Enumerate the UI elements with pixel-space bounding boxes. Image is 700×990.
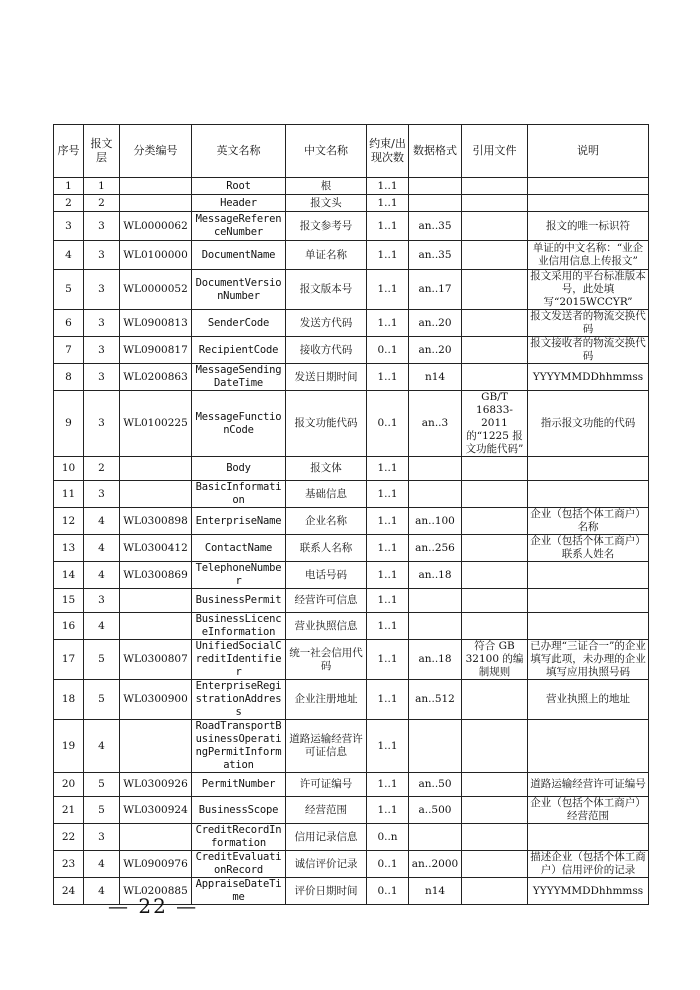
cell-code: WL0300924 [120, 797, 192, 824]
cell-en-name: Body [192, 457, 286, 481]
page-number: — 22 — [108, 894, 199, 918]
cell-seq: 5 [54, 270, 84, 310]
cell-constraint: 1..1 [367, 680, 409, 720]
cell-cn-name: 营业执照信息 [286, 613, 367, 640]
cell-cn-name: 发送方代码 [286, 310, 367, 337]
cell-ref [462, 824, 528, 851]
cell-ref [462, 481, 528, 508]
cell-note: 单证的中文名称：“业企业信用信息上传报文” [528, 241, 649, 270]
header-cn-name: 中文名称 [286, 125, 367, 178]
header-format: 数据格式 [409, 125, 462, 178]
cell-seq: 11 [54, 481, 84, 508]
cell-format: n14 [409, 878, 462, 905]
cell-ref [462, 562, 528, 589]
cell-cn-name: 诚信评价记录 [286, 851, 367, 878]
table-row [54, 178, 649, 195]
cell-cn-name: 根 [286, 178, 367, 195]
table-row [54, 851, 649, 878]
cell-code: WL0300807 [120, 640, 192, 680]
cell-ref [462, 613, 528, 640]
cell-cn-name: 报文参考号 [286, 212, 367, 241]
cell-en-name: MessageSendingDateTime [192, 364, 286, 391]
cell-en-name: BusinessScope [192, 797, 286, 824]
cell-en-name: CreditEvaluationRecord [192, 851, 286, 878]
cell-seq: 17 [54, 640, 84, 680]
cell-note: 指示报文功能的代码 [528, 391, 649, 457]
cell-code: WL0000062 [120, 212, 192, 241]
cell-cn-name: 评价日期时间 [286, 878, 367, 905]
cell-ref [462, 773, 528, 797]
cell-ref [462, 589, 528, 613]
cell-cn-name: 单证名称 [286, 241, 367, 270]
cell-ref [462, 457, 528, 481]
cell-constraint: 1..1 [367, 270, 409, 310]
cell-format [409, 824, 462, 851]
cell-seq: 7 [54, 337, 84, 364]
cell-seq: 2 [54, 195, 84, 212]
cell-format [409, 481, 462, 508]
cell-en-name: BusinessLicenceInformation [192, 613, 286, 640]
cell-constraint: 0..1 [367, 337, 409, 364]
cell-layer: 1 [84, 178, 120, 195]
cell-format [409, 720, 462, 773]
cell-format: an..512 [409, 680, 462, 720]
cell-code: WL0100000 [120, 241, 192, 270]
cell-code [120, 178, 192, 195]
cell-ref [462, 508, 528, 535]
cell-seq: 1 [54, 178, 84, 195]
cell-code: WL0300926 [120, 773, 192, 797]
header-row [54, 125, 649, 178]
header-ref: 引用文件 [462, 125, 528, 178]
cell-code [120, 457, 192, 481]
cell-layer: 3 [84, 241, 120, 270]
cell-ref [462, 195, 528, 212]
cell-code: WL0300412 [120, 535, 192, 562]
cell-layer: 3 [84, 481, 120, 508]
cell-code: WL0300900 [120, 680, 192, 720]
cell-format [409, 195, 462, 212]
cell-cn-name: 道路运输经营许可证信息 [286, 720, 367, 773]
cell-en-name: BusinessPermit [192, 589, 286, 613]
cell-code: WL0300898 [120, 508, 192, 535]
cell-format [409, 457, 462, 481]
cell-note [528, 178, 649, 195]
cell-note [528, 613, 649, 640]
cell-format [409, 613, 462, 640]
cell-constraint: 1..1 [367, 640, 409, 680]
cell-seq: 15 [54, 589, 84, 613]
cell-en-name: SenderCode [192, 310, 286, 337]
cell-en-name: UnifiedSocialCreditIdentifier [192, 640, 286, 680]
cell-cn-name: 企业名称 [286, 508, 367, 535]
cell-seq: 16 [54, 613, 84, 640]
table-row [54, 562, 649, 589]
cell-format: an..20 [409, 337, 462, 364]
cell-cn-name: 报文版本号 [286, 270, 367, 310]
cell-en-name: EnterpriseName [192, 508, 286, 535]
cell-seq: 23 [54, 851, 84, 878]
cell-seq: 21 [54, 797, 84, 824]
table-row [54, 241, 649, 270]
cell-note: 企业（包括个体工商户）联系人姓名 [528, 535, 649, 562]
cell-cn-name: 企业注册地址 [286, 680, 367, 720]
cell-layer: 3 [84, 824, 120, 851]
cell-en-name: RecipientCode [192, 337, 286, 364]
cell-ref: GB/T 16833-2011的“1225 报文功能代码” [462, 391, 528, 457]
cell-layer: 4 [84, 508, 120, 535]
cell-cn-name: 电话号码 [286, 562, 367, 589]
cell-constraint: 0..n [367, 824, 409, 851]
cell-layer: 5 [84, 773, 120, 797]
cell-code: WL0900976 [120, 851, 192, 878]
header-en-name: 英文名称 [192, 125, 286, 178]
cell-constraint: 0..1 [367, 391, 409, 457]
cell-layer: 2 [84, 195, 120, 212]
cell-layer: 3 [84, 270, 120, 310]
cell-cn-name: 联系人名称 [286, 535, 367, 562]
cell-note: 报文接收者的物流交换代码 [528, 337, 649, 364]
cell-note [528, 589, 649, 613]
cell-code [120, 195, 192, 212]
cell-format [409, 589, 462, 613]
table-row [54, 457, 649, 481]
cell-layer: 4 [84, 535, 120, 562]
cell-code: WL0900813 [120, 310, 192, 337]
cell-ref [462, 270, 528, 310]
cell-format: a..500 [409, 797, 462, 824]
cell-cn-name: 信用记录信息 [286, 824, 367, 851]
cell-cn-name: 经营许可信息 [286, 589, 367, 613]
cell-format: an..35 [409, 241, 462, 270]
cell-layer: 4 [84, 613, 120, 640]
cell-ref: 符合 GB 32100 的编制规则 [462, 640, 528, 680]
cell-note: 企业（包括个体工商户）经营范围 [528, 797, 649, 824]
cell-note [528, 562, 649, 589]
cell-note [528, 824, 649, 851]
cell-cn-name: 报文体 [286, 457, 367, 481]
table-row [54, 613, 649, 640]
cell-en-name: TelephoneNumber [192, 562, 286, 589]
cell-ref [462, 241, 528, 270]
cell-code: WL0000052 [120, 270, 192, 310]
table-row [54, 535, 649, 562]
cell-format: an..20 [409, 310, 462, 337]
cell-en-name: MessageFunctionCode [192, 391, 286, 457]
cell-en-name: EnterpriseRegistrationAddress [192, 680, 286, 720]
cell-ref [462, 797, 528, 824]
cell-en-name: DocumentName [192, 241, 286, 270]
table-row [54, 589, 649, 613]
cell-note [528, 195, 649, 212]
cell-layer: 4 [84, 878, 120, 905]
cell-seq: 20 [54, 773, 84, 797]
cell-layer: 5 [84, 640, 120, 680]
cell-code [120, 720, 192, 773]
cell-note: 营业执照上的地址 [528, 680, 649, 720]
cell-note: 报文采用的平台标准版本号，此处填写“2015WCCYR” [528, 270, 649, 310]
cell-constraint: 1..1 [367, 310, 409, 337]
table-body [54, 178, 649, 905]
cell-en-name: DocumentVersionNumber [192, 270, 286, 310]
cell-en-name: AppraiseDateTime [192, 878, 286, 905]
table-row [54, 364, 649, 391]
header-note: 说明 [528, 125, 649, 178]
table-row [54, 773, 649, 797]
cell-constraint: 1..1 [367, 195, 409, 212]
cell-format: an..35 [409, 212, 462, 241]
cell-format: an..18 [409, 562, 462, 589]
cell-code [120, 824, 192, 851]
cell-constraint: 1..1 [367, 508, 409, 535]
table-row [54, 797, 649, 824]
cell-note: YYYYMMDDhhmmss [528, 364, 649, 391]
table-row [54, 270, 649, 310]
cell-layer: 3 [84, 310, 120, 337]
cell-code: WL0100225 [120, 391, 192, 457]
cell-format: an..50 [409, 773, 462, 797]
cell-code: WL0300869 [120, 562, 192, 589]
cell-format: an..2000 [409, 851, 462, 878]
cell-cn-name: 基础信息 [286, 481, 367, 508]
cell-cn-name: 统一社会信用代码 [286, 640, 367, 680]
cell-ref [462, 535, 528, 562]
cell-layer: 5 [84, 680, 120, 720]
table-row [54, 640, 649, 680]
header-constraint: 约束/出现次数 [367, 125, 409, 178]
cell-layer: 5 [84, 797, 120, 824]
cell-constraint: 1..1 [367, 241, 409, 270]
cell-layer: 3 [84, 212, 120, 241]
cell-constraint: 1..1 [367, 562, 409, 589]
cell-constraint: 0..1 [367, 878, 409, 905]
cell-layer: 4 [84, 720, 120, 773]
cell-ref [462, 212, 528, 241]
cell-constraint: 1..1 [367, 481, 409, 508]
cell-note: 报文的唯一标识符 [528, 212, 649, 241]
cell-cn-name: 报文功能代码 [286, 391, 367, 457]
cell-constraint: 0..1 [367, 851, 409, 878]
cell-ref [462, 364, 528, 391]
cell-note: YYYYMMDDhhmmss [528, 878, 649, 905]
table-row [54, 720, 649, 773]
cell-format: an..3 [409, 391, 462, 457]
cell-code [120, 481, 192, 508]
cell-cn-name: 发送日期时间 [286, 364, 367, 391]
cell-en-name: MessageReferenceNumber [192, 212, 286, 241]
cell-cn-name: 许可证编号 [286, 773, 367, 797]
cell-constraint: 1..1 [367, 797, 409, 824]
cell-ref [462, 720, 528, 773]
cell-seq: 14 [54, 562, 84, 589]
header-code: 分类编号 [120, 125, 192, 178]
cell-seq: 8 [54, 364, 84, 391]
cell-constraint: 1..1 [367, 535, 409, 562]
cell-code: WL0200863 [120, 364, 192, 391]
table-row [54, 310, 649, 337]
table-row [54, 391, 649, 457]
cell-ref [462, 178, 528, 195]
cell-layer: 3 [84, 391, 120, 457]
cell-format: an..256 [409, 535, 462, 562]
cell-layer: 2 [84, 457, 120, 481]
cell-en-name: RoadTransportBusinessOperatingPermitInformation [192, 720, 286, 773]
cell-format [409, 178, 462, 195]
cell-note [528, 457, 649, 481]
cell-code [120, 613, 192, 640]
cell-seq: 4 [54, 241, 84, 270]
cell-seq: 9 [54, 391, 84, 457]
cell-en-name: Root [192, 178, 286, 195]
cell-note: 道路运输经营许可证编号 [528, 773, 649, 797]
cell-seq: 6 [54, 310, 84, 337]
cell-ref [462, 680, 528, 720]
cell-layer: 3 [84, 589, 120, 613]
message-spec-table [53, 124, 649, 905]
table-row [54, 337, 649, 364]
header-seq: 序号 [54, 125, 84, 178]
cell-seq: 22 [54, 824, 84, 851]
cell-seq: 13 [54, 535, 84, 562]
cell-en-name: BasicInformation [192, 481, 286, 508]
cell-en-name: CreditRecordInformation [192, 824, 286, 851]
cell-constraint: 1..1 [367, 720, 409, 773]
cell-ref [462, 878, 528, 905]
table-row [54, 680, 649, 720]
cell-note: 报文发送者的物流交换代码 [528, 310, 649, 337]
table-row [54, 824, 649, 851]
cell-constraint: 1..1 [367, 178, 409, 195]
cell-ref [462, 310, 528, 337]
cell-seq: 10 [54, 457, 84, 481]
cell-cn-name: 报文头 [286, 195, 367, 212]
cell-cn-name: 接收方代码 [286, 337, 367, 364]
cell-ref [462, 337, 528, 364]
cell-constraint: 1..1 [367, 613, 409, 640]
cell-seq: 3 [54, 212, 84, 241]
cell-en-name: ContactName [192, 535, 286, 562]
cell-code: WL0200885 [120, 878, 192, 905]
cell-layer: 4 [84, 851, 120, 878]
table-row [54, 508, 649, 535]
cell-ref [462, 851, 528, 878]
cell-code: WL0900817 [120, 337, 192, 364]
cell-seq: 19 [54, 720, 84, 773]
cell-note: 描述企业（包括个体工商户）信用评价的记录 [528, 851, 649, 878]
cell-seq: 24 [54, 878, 84, 905]
cell-en-name: Header [192, 195, 286, 212]
cell-en-name: PermitNumber [192, 773, 286, 797]
cell-note: 已办理“三证合一”的企业填写此项，未办理的企业填写应用执照号码 [528, 640, 649, 680]
cell-format: an..17 [409, 270, 462, 310]
cell-format: n14 [409, 364, 462, 391]
cell-layer: 4 [84, 562, 120, 589]
cell-seq: 12 [54, 508, 84, 535]
cell-format: an..100 [409, 508, 462, 535]
cell-constraint: 1..1 [367, 457, 409, 481]
cell-seq: 18 [54, 680, 84, 720]
cell-note: 企业（包括个体工商户）名称 [528, 508, 649, 535]
cell-note [528, 720, 649, 773]
cell-constraint: 1..1 [367, 364, 409, 391]
cell-layer: 3 [84, 337, 120, 364]
table-row [54, 195, 649, 212]
cell-format: an..18 [409, 640, 462, 680]
table-row [54, 481, 649, 508]
header-layer: 报文层 [84, 125, 120, 178]
cell-code [120, 589, 192, 613]
table-row [54, 212, 649, 241]
cell-note [528, 481, 649, 508]
cell-constraint: 1..1 [367, 212, 409, 241]
cell-constraint: 1..1 [367, 773, 409, 797]
cell-layer: 3 [84, 364, 120, 391]
cell-cn-name: 经营范围 [286, 797, 367, 824]
cell-constraint: 1..1 [367, 589, 409, 613]
